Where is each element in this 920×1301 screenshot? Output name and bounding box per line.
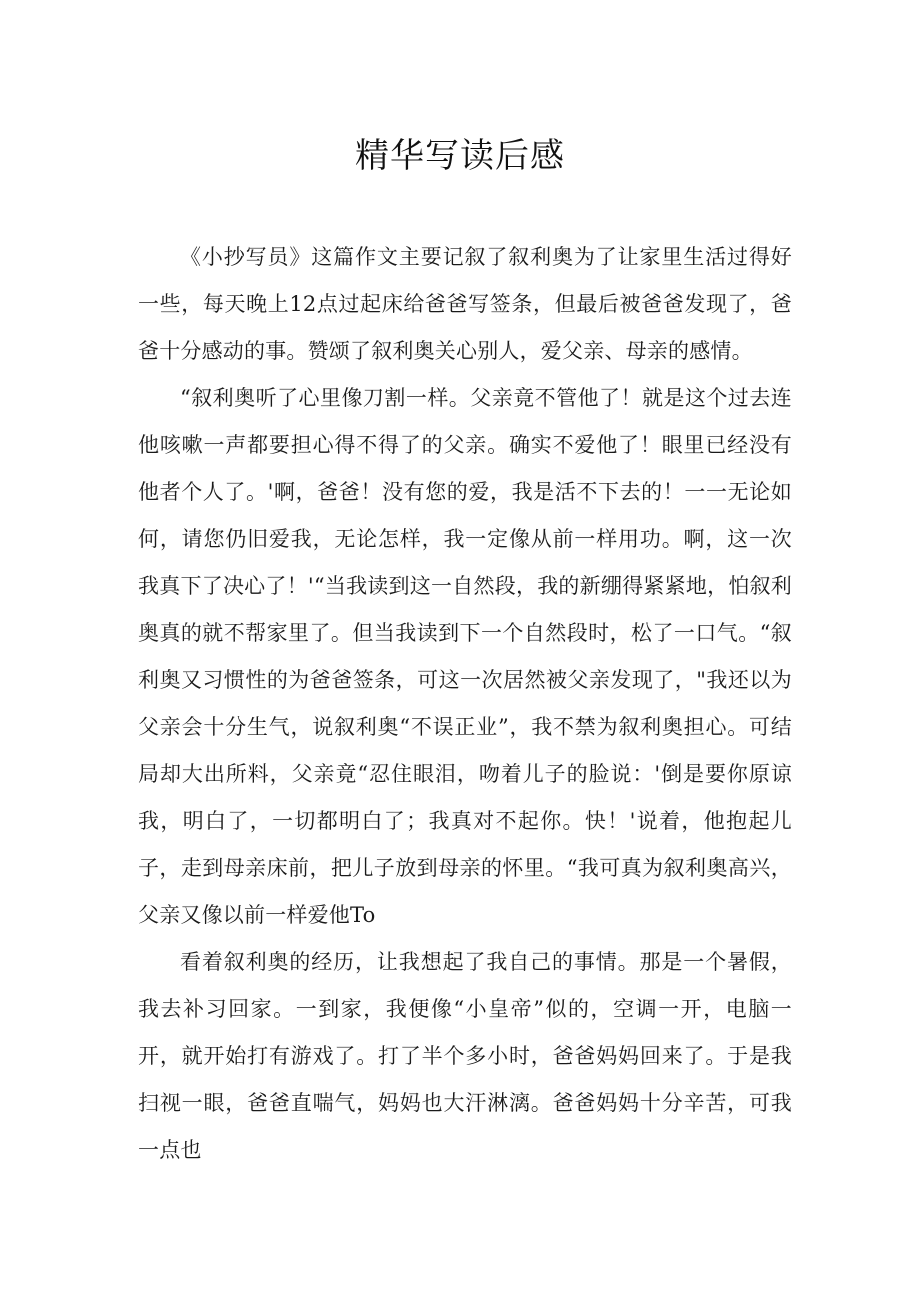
document-body xyxy=(138,234,792,1174)
paragraph-summary: 《小抄写员》这篇作文主要记叙了叙利奥为了让家里生活过得好一些，每天晚上12点过起床给爸爸写签条，但最后被爸爸发现了，爸爸十分感动的事。赞颂了叙利奥关心别人，爱父亲、母亲的感情。 xyxy=(138,245,792,363)
paragraph-reflection: 看着叙利奥的经历，让我想起了我自己的事情。那是一个暑假，我去补习回家。一到家，我便像“小皇帝”似的，空调一开，电脑一开，就开始打有游戏了。打了半个多小时，爸爸妈妈回来了。于是我扫视一眼，爸爸直喘气，妈妈也大汗淋漓。爸爸妈妈十分辛苦，可我一点也 xyxy=(138,950,792,1162)
document-title: 精华写读后感 xyxy=(355,136,565,176)
paragraph-quote: “叙利奥听了心里像刀割一样。父亲竟不管他了！就是这个过去连他咳嗽一声都要担心得不得了的父亲。确实不爱他了！眼里已经没有他者个人了。'啊，爸爸！没有您的爱，我是活不下去的！一一无论如何，请您仍旧爱我，无论怎样，我一定像从前一样用功。啊，这一次我真下了决心了！'“当我读到这一自然段，我的新绷得紧紧地，怕叙利奥真的就不帮家里了。但当我读到下一个自然段时，松了一口气。“叙利奥又习惯性的为爸爸签条，可这一次居然被父亲发现了，"我还以为父亲会十分生气，说叙利奥“不误正业”，我不禁为叙利奥担心。可结局却大出所料，父亲竟“忍住眼泪，吻着儿子的脸说：'倒是要你原谅我，明白了，一切都明白了；我真对不起你。快！'说着，他抱起儿子，走到母亲床前，把儿子放到母亲的怀里。“我可真为叙利奥高兴，父亲又像以前一样爱他To xyxy=(138,386,792,927)
